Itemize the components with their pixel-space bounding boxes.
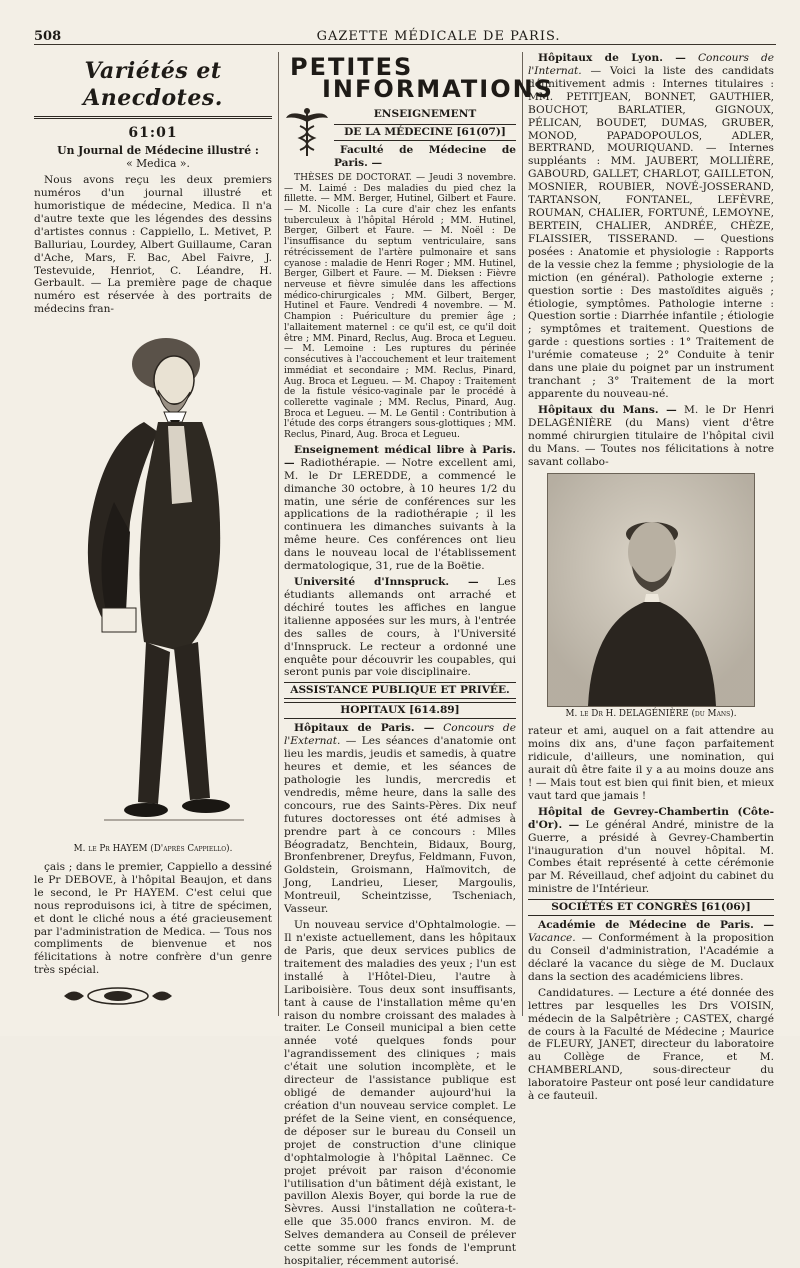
enseignement-block bbox=[284, 106, 516, 173]
mans-text-continued: rateur et ami, auquel on a fait attendre au moins dix ans, d'une façon parfaitement ridicule, d'ailleurs, une nomination, qui aurait dû être faite il y a au moins douze ans ! — Mais tout est bien qui finit bien, et mieux vaut tard que jamais ! bbox=[528, 725, 774, 802]
enseignement-heading: ENSEIGNEMENT bbox=[373, 108, 477, 121]
societes-heading: SOCIÉTÉS ET CONGRÈS [61(06)] bbox=[528, 899, 774, 916]
academie-text: — Conformément à la proposition du Conseil d'administration, l'Académie a déclaré la vacance du siège de M. Duclaux dans la section des académiciens libres. bbox=[528, 932, 774, 983]
illustration-caption: M. le Pr HAYEM (D'après Cappiello). bbox=[73, 844, 233, 855]
mans-heading: Hôpitaux du Mans. — bbox=[538, 403, 677, 416]
article-title: Un Journal de Médecine illustré : bbox=[57, 143, 259, 157]
candidatures-text: Candidatures. — Lecture a été donnée des lettres par lesquelles les Drs VOISIN, médecin de la Salpêtrière ; CASTEX, chargé de cours à la Faculté de Médecine ; Maurice de FLEURY, JANET, directeur du laboratoire au Collège de France, et M. CHAMBERLAND, sous-directeur du laboratoire Pasteur ont posé leur candidature à ce fauteuil. bbox=[528, 986, 774, 1103]
lyon-heading: Hôpitaux de Lyon. — bbox=[538, 52, 686, 64]
hopitaux-heading: HOPITAUX [614.89] bbox=[284, 702, 516, 719]
enseignement-headings bbox=[334, 106, 516, 173]
classification-code: 61:01 bbox=[128, 124, 178, 141]
innsbruck-text: Les étudiants allemands ont arraché et déchiré toutes les affiches en langue italienne apposées sur les murs, à l'entrée des salles de cours, à l'Université d'Innspruck. Le recteur a ordonné une enquête pour découvrir les coupables, qui seront punis par voie disciplinaire. bbox=[284, 576, 516, 679]
libre-heading: Enseignement médical libre à Paris. — bbox=[284, 443, 516, 469]
theses-text: THÈSES DE DOCTORAT. — Jeudi 3 novembre. — M. Laimé : Des maladies du pied chez la fillette. — MM. Berger, Hutinel, Gilbert et Faure. — M. Nicolle : La cure d'air chez les enfants tuberculeux à l'hôpital Hérold ; MM. Hutinel, Berger, Gilbert et Faure. — M. Noël : De l'insuffisance du septum ventriculaire, sans rétrécissement de l'artère pulmonaire et sans cyanose : maladie de Henri Roger ; MM. Hutinel, Berger, Gilbert et Faure. — M. Dieksen : Fièvre nerveuse et fièvre simulée dans les affections médico-chirurgicales ; MM. Gilbert, Berger, Hutinel et Faure. Vendredi 4 novembre. — M. Champion : Puériculture du premier âge ; l'allaitement maternel : ce qu'il est, ce qu'il doit être ; MM. Pinard, Reclus, Aug. Broca et Legueu. — M. Lemoine : Les ruptures du périnée consécutives à l'accouchement et leur traitement immédiat et secondaire ; MM. Reclus, Pinard, Aug. Broca et Legueu. — M. Chapoy : Traitement de la fistule vésico-vaginale par le procédé à collerette vaginale ; MM. Reclus, Pinard, Aug. Broca et Legueu. — M. Le Gentil : Contribution à l'étude des corps étrangers sous-glottiques ; MM. Reclus, Pinard, Aug. Broca et Legueu. bbox=[284, 172, 516, 441]
lyon-subject: Concours de l'Internat. bbox=[528, 52, 775, 77]
column-rule bbox=[278, 52, 279, 1016]
innsbruck-heading: Université d'Innspruck. — bbox=[294, 576, 479, 589]
article-paragraph: Nous avons reçu les deux premiers numéros d'un journal illustré et humoristique de médecine, Medica. Il n'a d'autre texte que les légendes des dessins d'artistes connus : Cappiello, L. Metivet, P. Balluriau, Lourdey, Albert Guillaume, Caran d'Ache, Mars, F. Bac, Abel Faivre, J. Testevuide, Henriot, C. Léandre, H. Gerbault. — La première page de chaque numéro est réservée à des portraits de médecins fran- bbox=[34, 174, 272, 316]
ophtalmo-text: Un nouveau service d'Ophtalmologie. — Il n'existe actuellement, dans les hôpitaux de Paris, que deux services publics de traitement des maladies des yeux ; l'un est installé à l'Hôtel-Dieu, l'autre à Lariboisière. Tous deux sont insuffisants, tant à cause de l'installation même qu'en raison du nombre croissant des malades à traiter. Le Conseil municipal a bien cette année voté quelques fonds pour l'agrandissement des cliniques ; mais c'était une solution incomplète, et le directeur de l'assistance publique est obligé de demander aujourd'hui la création d'un nouveau service complet. Le préfet de la Seine vient, en conséquence, de déposer sur le bureau du Conseil un projet de construction d'une clinique d'ophtalmologie à l'hôpital Laënnec. Ce projet prévoit par raison d'économie l'utilisation d'un bâtiment déjà existant, le pavillon Alexis Boyer, qui borde la rue de Sèvres. Aussi l'installation ne coûtera-t-elle que 35.000 francs environ. M. de Selves demandera au Conseil de prélever cette somme sur les fonds de l'emprunt hospitalier, récemment autorisé. bbox=[284, 919, 516, 1268]
photo-caption: M. le Dr H. DELAGÉNIÈRE (du Mans). bbox=[565, 708, 737, 719]
journal-title: GAZETTE MÉDICALE DE PARIS. bbox=[316, 29, 561, 44]
title-line-1: PETITES bbox=[290, 53, 414, 81]
enseignement-subheading: DE LA MÉDECINE [61(07)] bbox=[334, 124, 516, 141]
lyon-text: — Voici la liste des candidats définitivement admis : Internes titulaires : MM. PETITJEAN, BONNET, GAUTHIER, BOUCHOT, BARLATIER, GIGNOUX, PÉLICAN, BOUDET, DUMAS, GRUBER, MONOD, PAPADOPOULOS, ADLER, BERTRAND, MOURIQUAND. — Internes suppléants : MM. JAUBERT, MOLLIÈRE, GABOURD, GALLET, CHARLOT, GAILLETON, MOSNIER, ROUBIER, NOVÉ-JOSSERAND, TARTANSON, FONTANEL, LEFÈVRE, ROUMAN, CHALIER, FORTUNÉ, LEMOYNE, BERTEIN, CHALIER, ANDRÉE, CHÈZE, FLAISSIER, TISSERAND. — Questions posées : Anatomie et physiologie : Rapports de la vessie chez la femme ; physiologie de la miction (en général). Pathologie externe ; question sortie : Des mastoïdites aiguës ; étiologie, symptômes. Pathologie interne : Question sortie : Diarrhée infantile ; étiologie ; symptômes et traitement. Questions de garde : questions sorties : 1° Traitement de l'urémie comateuse ; 2° Conduite à tenir dans une plaie du poignet par un instrument tranchant ; 3° Traitement de la mort apparente du nouveau-né. bbox=[528, 64, 774, 400]
gevrey-heading: Hôpital de Gevrey-Chambertin (Côte-d'Or). — bbox=[528, 805, 774, 831]
faculte-heading: Faculté de Médecine de Paris. — bbox=[334, 144, 516, 169]
column-right bbox=[528, 52, 775, 1103]
ornament-icon bbox=[34, 983, 272, 1009]
libre-text: Radiothérapie. — Notre excellent ami, M. le Dr LEREDDE, a commencé le dimanche 30 octobre, à 10 heures 1/2 du matin, une série de conférences sur les applications de la radiothérapie ; il les continuera les dimanches suivants à la même heure. Ces conférences ont lieu dans le nouveau local de l'établissement dermatologique, 31, rue de la Boëtie. bbox=[284, 456, 516, 573]
article-paragraph: çais ; dans le premier, Cappiello a dessiné le Pr DEBOVE, à l'hôpital Beaujon, et dans le second, le Pr HAYEM. C'est celui que nous reproduisons ici, à titre de spécimen, et dont le cliché nous a été gracieusement par l'administration de Medica. — Tous nos compliments de bienvenue et nos félicitations à notre confrère d'un genre très spécial. bbox=[34, 860, 272, 977]
portrait-photo-image bbox=[548, 474, 754, 706]
page-header bbox=[34, 22, 776, 45]
section-title: Variétés et Anecdotes. bbox=[34, 58, 272, 119]
caduceus-icon bbox=[284, 106, 330, 158]
hopitaux-paris-text: — Les séances d'anatomie ont lieu les mardis, jeudis et samedis, à quatre heures et demie, et les séances de pathologie les lundis, mercredis et vendredis, même heure, dans la salle des concours, rue des Saints-Pères. Dix neuf futures doctoresses ont été admises à prendre part à ce concours : Mlles Béogradatz, Benchtein, Bidaux, Bourg, Bronfenbrener, Dreyfus, Feldmann, Fuvon, Goldstein, Groismann, Haïmovitch, de Jong, Landrieu, Lieser, Margoulis, Montreuil, Scheintzisse, Tscheniach, Vasseur. bbox=[284, 735, 516, 916]
academie-subject: Vacance. bbox=[528, 932, 576, 945]
portrait-photo bbox=[547, 473, 755, 707]
hopitaux-paris-subject: Concours de l'Externat. bbox=[284, 722, 516, 748]
caricature-illustration bbox=[34, 322, 272, 842]
petites-informations-title bbox=[290, 53, 554, 104]
assistance-heading: ASSISTANCE PUBLIQUE ET PRIVÉE. bbox=[284, 682, 516, 699]
caricature-figure bbox=[34, 322, 272, 842]
column-left bbox=[34, 52, 272, 1018]
page-number: 508 bbox=[34, 29, 62, 44]
title-line-2: INFORMATIONS bbox=[322, 75, 554, 104]
hopitaux-paris-heading: Hôpitaux de Paris. — bbox=[294, 722, 435, 735]
article-subtitle: « Medica ». bbox=[126, 156, 190, 170]
academie-heading: Académie de Médecine de Paris. — bbox=[538, 919, 774, 932]
mans-text: M. le Dr Henri DELAGÉNIÈRE (du Mans) vient d'être nommé chirurgien titulaire de l'hôpital civil du Mans. — Toutes nos félicitations à notre savant collabo- bbox=[528, 403, 774, 468]
gevrey-text: Le général André, ministre de la Guerre, a présidé à Gevrey-Chambertin l'inauguration d'un nouvel hôpital. M. Combes était représenté à cette cérémonie par M. Réveillaud, chef adjoint du cabinet du ministre de l'Intérieur. bbox=[528, 818, 774, 896]
column-rule bbox=[522, 52, 523, 1016]
